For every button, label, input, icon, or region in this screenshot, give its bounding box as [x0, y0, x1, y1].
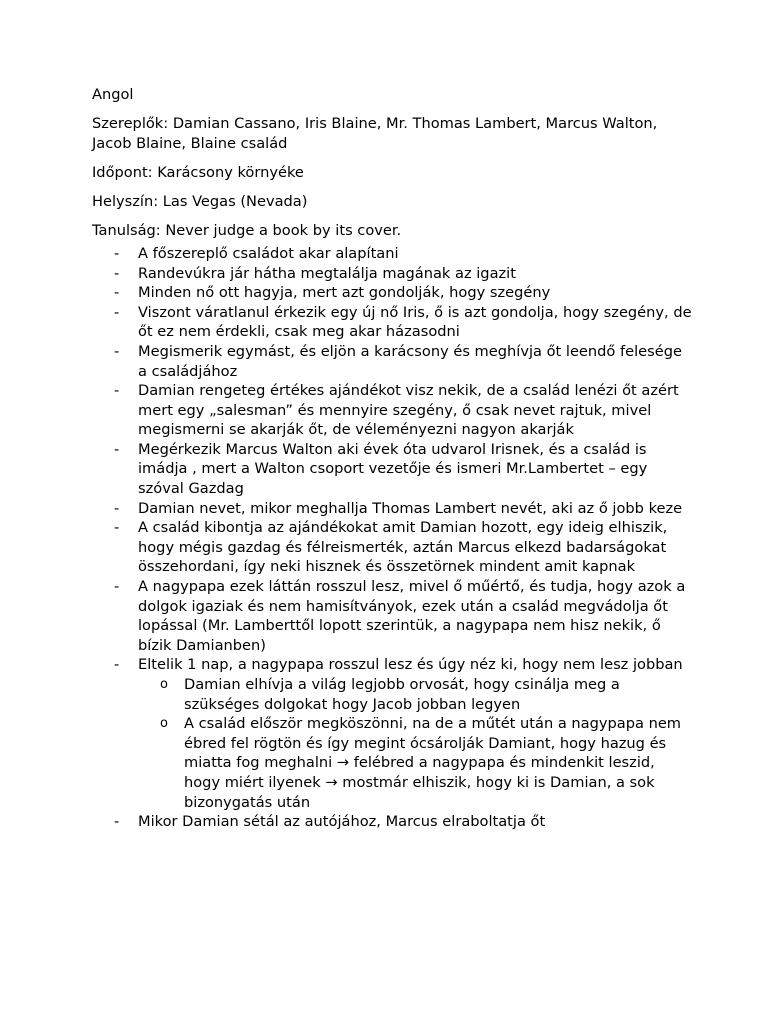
- list-item-text: A nagypapa ezek láttán rosszul lesz, mivel ő műértő, és tudja, hogy azok a dolgok igaziak és nem hamisítványok, ezek után a család megvádolja őt lopással (Mr. Lamberttől lopott szerintük, a nagypapa nem hisz nekik, ő bízik Damianben): [138, 578, 686, 654]
- list-item-text: Megérkezik Marcus Walton aki évek óta udvarol Irisnek, és a család is imádja , mert a Walton csoport vezetője és ismeri Mr.Lambertet – egy szóval Gazdag: [138, 440, 648, 498]
- plot-bullet-list: [92, 244, 692, 832]
- list-item: [92, 303, 692, 342]
- list-item: [92, 440, 692, 499]
- list-item-text: Megismerik egymást, és eljön a karácsony és meghívja őt leendő felesége a családjához: [138, 342, 682, 380]
- meta-time: Időpont: Karácsony környéke: [92, 163, 304, 181]
- bullet-marker: -: [114, 303, 120, 321]
- bullet-marker: -: [114, 440, 120, 458]
- list-item-text: Damian nevet, mikor meghallja Thomas Lambert nevét, aki az ő jobb keze: [138, 499, 683, 517]
- meta-location: Helyszín: Las Vegas (Nevada): [92, 193, 308, 211]
- bullet-marker: -: [114, 342, 120, 360]
- document-title: Angol: [92, 86, 134, 103]
- bullet-marker: -: [114, 244, 120, 262]
- list-item: [92, 812, 692, 832]
- sub-bullet-marker: o: [160, 716, 168, 732]
- bullet-marker: -: [114, 656, 120, 674]
- list-item: [92, 655, 692, 812]
- bullet-marker: -: [114, 382, 120, 400]
- bullet-marker: -: [114, 264, 120, 282]
- bullet-marker: -: [114, 499, 120, 517]
- list-item: [92, 577, 692, 655]
- list-item-text: Randevúkra jár hátha megtalálja magának az igazit: [138, 264, 516, 282]
- list-item: [92, 342, 692, 381]
- sub-list-item-text: A család először megköszönni, na de a műtét után a nagypapa nem ébred fel rögtön és így megint ócsárolják Damiant, hogy hazug és miatta fog meghalni → felébred a nagypapa és mindenkit leszid, hogy miért ilyenek → mostmár elhiszik, hogy ki is Damian, a sok bizonygatás után: [184, 715, 682, 811]
- bullet-marker: -: [114, 578, 120, 596]
- document-body: [92, 85, 692, 832]
- list-item: [92, 381, 692, 440]
- nested-sub-list: [138, 675, 692, 812]
- sub-bullet-marker: o: [160, 677, 168, 692]
- bullet-marker: -: [114, 519, 120, 537]
- list-item-text: A főszereplő családot akar alapítani: [138, 244, 399, 262]
- list-item-text: Viszont váratlanul érkezik egy új nő Iris, ő is azt gondolja, hogy szegény, de őt ez nem érdekli, csak meg akar házasodni: [138, 303, 692, 341]
- list-item: [92, 244, 692, 264]
- list-item-text: Mikor Damian sétál az autójához, Marcus elraboltatja őt: [138, 813, 546, 831]
- sub-list-item: [138, 675, 692, 714]
- list-item-text: A család kibontja az ajándékokat amit Damian hozott, egy ideig elhiszik, hogy mégis gazdag és félreismerték, aztán Marcus elkezd badarságokat összehordani, így neki hisznek és összetörnek mindent amit kapnak: [138, 519, 668, 576]
- bullet-marker: -: [114, 284, 120, 302]
- sub-list-item: [138, 714, 692, 812]
- meta-characters: Szereplők: Damian Cassano, Iris Blaine, Mr. Thomas Lambert, Marcus Walton, Jacob Blaine, Blaine család: [92, 115, 658, 152]
- meta-moral: Tanulság: Never judge a book by its cover.: [92, 222, 402, 240]
- sub-list-item-text: Damian elhívja a világ legjobb orvosát, hogy csinálja meg a szükséges dolgokat hogy Jacob jobban legyen: [184, 676, 620, 713]
- bullet-marker: -: [114, 813, 120, 831]
- list-item-text: Minden nő ott hagyja, mert azt gondolják, hogy szegény: [138, 284, 551, 302]
- list-item: [92, 283, 692, 303]
- list-item: [92, 264, 692, 284]
- list-item-text: Damian rengeteg értékes ajándékot visz nekik, de a család lenézi őt azért mert egy „salesman” és mennyire szegény, ő csak nevet rajtuk, mivel megismerni se akarják őt, de véleményezni nagyon akarják: [138, 382, 679, 439]
- list-item-text: Eltelik 1 nap, a nagypapa rosszul lesz és úgy néz ki, hogy nem lesz jobban: [138, 656, 683, 674]
- list-item: [92, 518, 692, 577]
- list-item: [92, 499, 692, 519]
